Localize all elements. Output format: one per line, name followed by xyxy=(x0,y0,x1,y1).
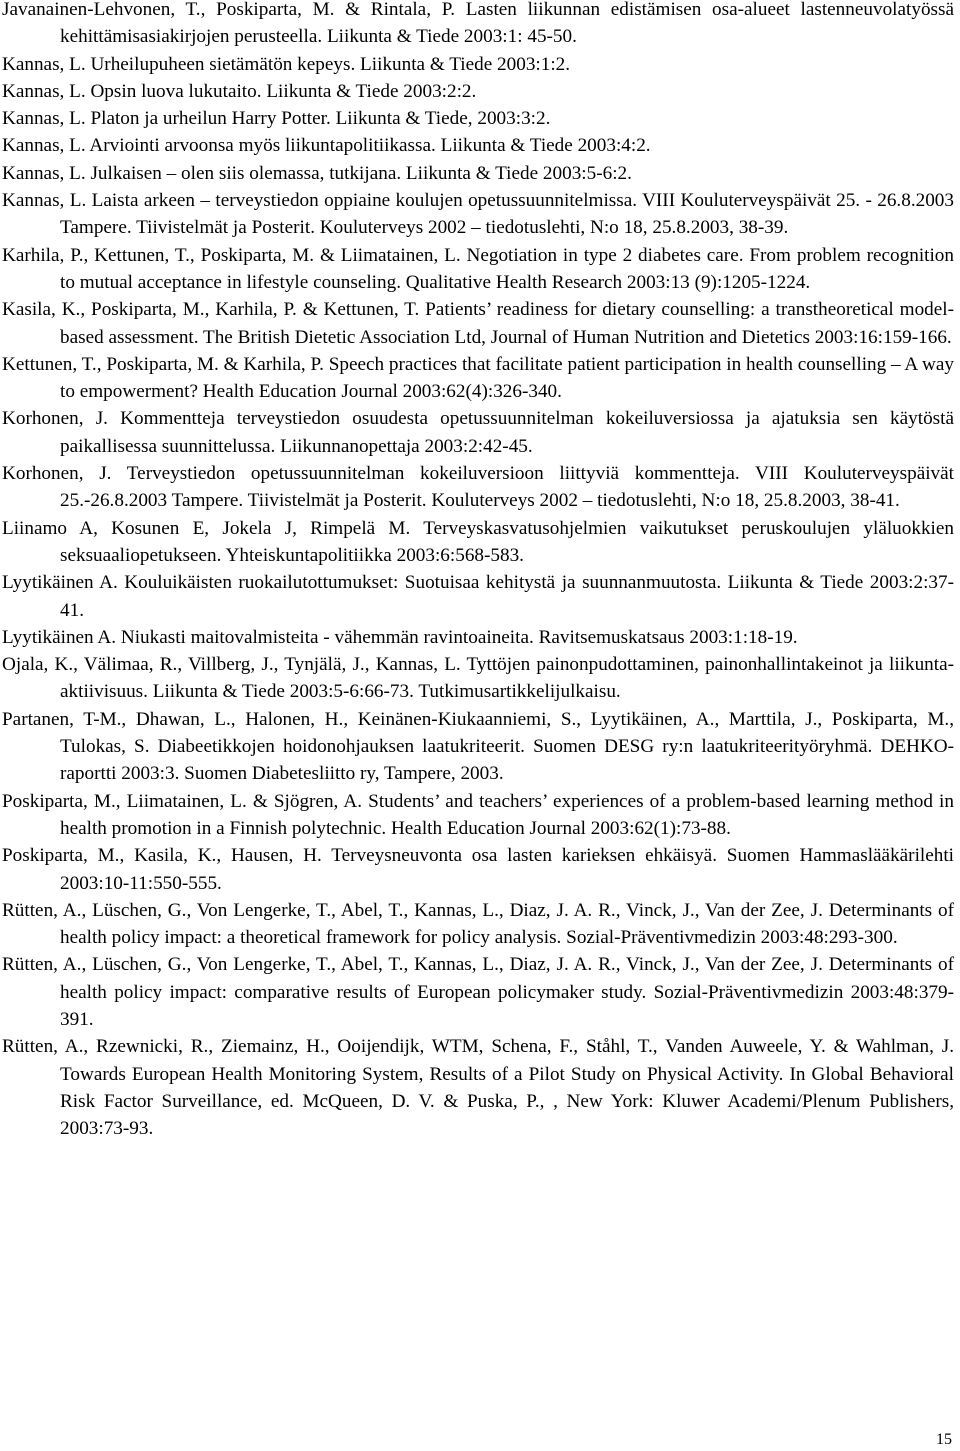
reference-list xyxy=(2,0,954,1142)
reference-entry: Kettunen, T., Poskiparta, M. & Karhila, P. Speech practices that facilitate patient participation in health counselling – A way to empowerment? Health Education Journal 2003:62(4):326-340. xyxy=(2,353,954,403)
page-number: 15 xyxy=(936,1431,952,1448)
reference-entry: Kannas, L. Urheilupuheen sietämätön kepeys. Liikunta & Tiede 2003:1:2. xyxy=(2,53,571,75)
reference-entry: Kannas, L. Platon ja urheilun Harry Potter. Liikunta & Tiede, 2003:3:2. xyxy=(2,108,551,130)
reference-entry: Kasila, K., Poskiparta, M., Karhila, P. & Kettunen, T. Patients’ readiness for dietary counselling: a transtheoretical model-based assessment. The British Dietetic Association Ltd, Journal of Human Nutrition and Dietetics 2003:16:159-166. xyxy=(2,299,954,348)
reference-entry: Rütten, A., Lüschen, G., Von Lengerke, T., Abel, T., Kannas, L., Diaz, J. A. R., Vinck, J., Van der Zee, J. Determinants of health policy impact: a theoretical framework for policy analysis. Sozial-Präventivmedizin 2003:48:293-300. xyxy=(2,899,954,949)
document-page xyxy=(2,0,954,1142)
reference-entry: Poskiparta, M., Kasila, K., Hausen, H. Terveysneuvonta osa lasten karieksen ehkäisyä. Suomen Hammaslääkärilehti 2003:10-11:550-555. xyxy=(2,845,954,894)
reference-entry: Lyytikäinen A. Kouluikäisten ruokailutottumukset: Suotuisaa kehitystä ja suunnanmuutosta. Liikunta & Tiede 2003:2:37-41. xyxy=(2,572,954,621)
reference-entry: Kannas, L. Laista arkeen – terveystiedon oppiaine koulujen opetussuunnitelmissa. VIII Kouluterveyspäivät 25. - 26.8.2003 Tampere. Tiivistelmät ja Posterit. Kouluterveys 2002 – tiedotuslehti, N:o 18, 25.8.2003, 38-39. xyxy=(2,190,954,239)
reference-entry: Kannas, L. Julkaisen – olen siis olemassa, tutkijana. Liikunta & Tiede 2003:5-6:2. xyxy=(2,162,632,184)
reference-entry: Kannas, L. Arviointi arvoonsa myös liikuntapolitiikassa. Liikunta & Tiede 2003:4:2. xyxy=(2,135,651,157)
reference-entry: Ojala, K., Välimaa, R., Villberg, J., Tynjälä, J., Kannas, L. Tyttöjen painonpudottaminen, painonhallintakeinot ja liikunta-aktiivisuus. Liikunta & Tiede 2003:5-6:66-73. Tutkimusartikkelijulkaisu. xyxy=(2,654,954,703)
reference-entry: Partanen, T-M., Dhawan, L., Halonen, H., Keinänen-Kiukaanniemi, S., Lyytikäinen, A., Marttila, J., Poskiparta, M., Tulokas, S. Diabeetikkojen hoidonohjauksen laatukriteerit. Suomen DESG ry:n laatukriteerityöryhmä. DEHKO-raportti 2003:3. Suomen Diabetesliitto ry, Tampere, 2003. xyxy=(2,708,954,785)
reference-entry: Korhonen, J. Terveystiedon opetussuunnitelman kokeiluversioon liittyviä kommentteja. VIII Kouluterveyspäivät 25.-26.8.2003 Tampere. Tiivistelmät ja Posterit. Kouluterveys 2002 – tiedotuslehti, N:o 18, 25.8.2003, 38-41. xyxy=(2,463,954,512)
reference-entry: Javanainen-Lehvonen, T., Poskiparta, M. & Rintala, P. Lasten liikunnan edistämisen osa-alueet lastenneuvolatyössä kehittämisasiakirjojen perusteella. Liikunta & Tiede 2003:1: 45-50. xyxy=(2,0,954,48)
reference-entry: Rütten, A., Rzewnicki, R., Ziemainz, H., Ooijendijk, WTM, Schena, F., Ståhl, T., Vanden Auweele, Y. & Wahlman, J. Towards European Health Monitoring System, Results of a Pilot Study on Physical Activity. In Global Behavioral Risk Factor Surveillance, ed. McQueen, D. V. & Puska, P., , New York: Kluwer Academi/Plenum Publishers, 2003:73-93. xyxy=(2,1036,954,1140)
reference-entry: Lyytikäinen A. Niukasti maitovalmisteita - vähemmän ravintoaineita. Ravitsemuskatsaus 2003:1:18-19. xyxy=(2,626,798,648)
reference-entry: Poskiparta, M., Liimatainen, L. & Sjögren, A. Students’ and teachers’ experiences of a problem-based learning method in health promotion in a Finnish polytechnic. Health Education Journal 2003:62(1):73-88. xyxy=(2,790,954,839)
reference-entry: Korhonen, J. Kommentteja terveystiedon osuudesta opetussuunnitelman kokeiluversiossa ja ajatuksia sen käytöstä paikallisessa suunnittelussa. Liikunnanopettaja 2003:2:42-45. xyxy=(2,408,954,457)
reference-entry: Kannas, L. Opsin luova lukutaito. Liikunta & Tiede 2003:2:2. xyxy=(2,80,477,102)
reference-entry: Karhila, P., Kettunen, T., Poskiparta, M. & Liimatainen, L. Negotiation in type 2 diabetes care. From problem recognition to mutual acceptance in lifestyle counseling. Qualitative Health Research 2003:13 (9):1205-1224. xyxy=(2,244,954,293)
reference-entry: Rütten, A., Lüschen, G., Von Lengerke, T., Abel, T., Kannas, L., Diaz, J. A. R., Vinck, J., Van der Zee, J. Determinants of health policy impact: comparative results of European policymaker study. Sozial-Präventivmedizin 2003:48:379-391. xyxy=(2,954,954,1030)
reference-entry: Liinamo A, Kosunen E, Jokela J, Rimpelä M. Terveyskasvatusohjelmien vaikutukset peruskoulujen yläluokkien seksuaaliopetukseen. Yhteiskuntapolitiikka 2003:6:568-583. xyxy=(2,517,954,566)
